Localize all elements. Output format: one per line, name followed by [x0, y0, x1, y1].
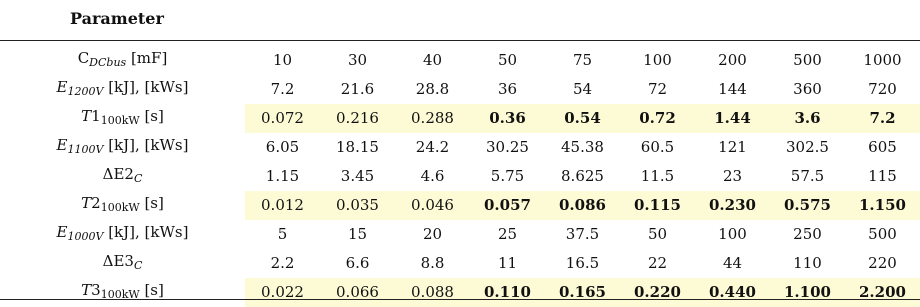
- table-cell: 3.6: [770, 104, 845, 133]
- table-cell: 1.150: [845, 191, 920, 220]
- label-unit: [kJ], [kWs]: [103, 78, 189, 96]
- table-cell: 10: [272, 51, 293, 69]
- label-main: E: [56, 136, 68, 154]
- table-cell: 0.288: [395, 104, 470, 133]
- label-subscript: DCbus: [89, 56, 127, 69]
- table-cell: 22: [647, 254, 668, 272]
- label-unit: [kJ], [kWs]: [103, 223, 189, 241]
- table-cell: 0.066: [320, 278, 395, 307]
- table-cell: 0.220: [620, 278, 695, 307]
- table-row: [0, 104, 920, 133]
- table-cell: 20: [422, 225, 443, 243]
- table-cell: 1000: [863, 51, 902, 69]
- table-cell: 50: [497, 51, 518, 69]
- label-subscript: 1100V: [67, 143, 104, 156]
- table-cell: 25: [497, 225, 518, 243]
- table-cell: 23: [722, 167, 743, 185]
- table-cell: 500: [868, 225, 897, 243]
- label-unit: [s]: [139, 281, 164, 299]
- table-cell: 11: [497, 254, 518, 272]
- table-cell: 0.440: [695, 278, 770, 307]
- table-cell: 720: [868, 80, 897, 98]
- row-label: [0, 75, 245, 104]
- table-cell: 0.165: [545, 278, 620, 307]
- table-row: [0, 249, 920, 278]
- table-cell: 0.115: [620, 191, 695, 220]
- label-main: ΔE3: [102, 252, 134, 270]
- table-cell: 11.5: [640, 167, 675, 185]
- table-cell: 30: [347, 51, 368, 69]
- table-cell: 37.5: [565, 225, 600, 243]
- table-cell: 0.575: [770, 191, 845, 220]
- table-cell: 2.200: [845, 278, 920, 307]
- table-cell: 8.8: [420, 254, 445, 272]
- row-label: [0, 278, 245, 307]
- table-cell: 0.086: [545, 191, 620, 220]
- label-main: E: [56, 223, 68, 241]
- table-cell: 24.2: [415, 138, 450, 156]
- table-cell: 0.046: [395, 191, 470, 220]
- label-subscript: 100kW: [100, 288, 140, 301]
- label-unit: [kJ], [kWs]: [103, 136, 189, 154]
- table-cell: 4.6: [420, 167, 445, 185]
- label-main: T: [81, 194, 92, 212]
- table-cell: 15: [347, 225, 368, 243]
- table-cell: 1.15: [265, 167, 300, 185]
- row-label: [0, 220, 245, 249]
- table-cell: 1.100: [770, 278, 845, 307]
- table-cell: 60.5: [640, 138, 675, 156]
- table-cell: 5.75: [490, 167, 525, 185]
- table-cell: 360: [793, 80, 822, 98]
- table-cell: 36: [497, 80, 518, 98]
- table-cell: 0.072: [245, 104, 320, 133]
- table-cell: 100: [643, 51, 672, 69]
- table-body: [0, 46, 920, 307]
- top-rule: [0, 40, 920, 41]
- label-index: 2: [91, 194, 101, 212]
- table-cell: 115: [868, 167, 897, 185]
- table-cell: 7.2: [845, 104, 920, 133]
- label-subscript: 100kW: [100, 201, 140, 214]
- table-cell: 7.2: [270, 80, 295, 98]
- table-row: [0, 133, 920, 162]
- table-row: [0, 46, 920, 75]
- table-cell: 0.110: [470, 278, 545, 307]
- label-subscript: C: [133, 172, 143, 185]
- table-cell: 302.5: [786, 138, 829, 156]
- table-cell: 28.8: [415, 80, 450, 98]
- table-cell: 75: [572, 51, 593, 69]
- label-main: ΔE2: [102, 165, 134, 183]
- table-row: [0, 220, 920, 249]
- bottom-rule: [0, 299, 920, 300]
- table-cell: 200: [718, 51, 747, 69]
- table-cell: 144: [718, 80, 747, 98]
- parameter-table: [0, 46, 920, 307]
- table-cell: 30.25: [486, 138, 529, 156]
- table-cell: 21.6: [340, 80, 375, 98]
- row-label: [0, 46, 245, 75]
- row-label: [0, 162, 245, 191]
- table-cell: 5: [277, 225, 288, 243]
- table-cell: 44: [722, 254, 743, 272]
- header-parameter: Parameter: [70, 9, 164, 28]
- table-cell: 0.72: [620, 104, 695, 133]
- table-cell: 500: [793, 51, 822, 69]
- table-cell: 0.022: [245, 278, 320, 307]
- table-cell: 250: [793, 225, 822, 243]
- table-cell: 57.5: [790, 167, 825, 185]
- table-cell: 6.6: [345, 254, 370, 272]
- table-cell: 50: [647, 225, 668, 243]
- table-cell: 220: [868, 254, 897, 272]
- label-subscript: C: [133, 259, 143, 272]
- row-label: [0, 191, 245, 220]
- table-cell: 2.2: [270, 254, 295, 272]
- label-index: 3: [91, 281, 101, 299]
- table-cell: 121: [718, 138, 747, 156]
- label-main: T: [81, 107, 92, 125]
- table-cell: 110: [793, 254, 822, 272]
- table-cell: 72: [647, 80, 668, 98]
- label-unit: [s]: [139, 194, 164, 212]
- label-subscript: 1200V: [67, 85, 104, 98]
- label-main: C: [77, 49, 90, 67]
- table-row: [0, 162, 920, 191]
- table-cell: 0.012: [245, 191, 320, 220]
- table-cell: 0.057: [470, 191, 545, 220]
- row-label: [0, 104, 245, 133]
- table-cell: 6.05: [265, 138, 300, 156]
- table-row: [0, 75, 920, 104]
- label-unit: [s]: [139, 107, 164, 125]
- table-cell: 0.088: [395, 278, 470, 307]
- table-cell: 100: [718, 225, 747, 243]
- table-cell: 54: [572, 80, 593, 98]
- table-cell: 0.54: [545, 104, 620, 133]
- table-cell: 605: [868, 138, 897, 156]
- table-header: [0, 0, 920, 40]
- table-row: [0, 278, 920, 307]
- label-index: 1: [91, 107, 101, 125]
- table-cell: 40: [422, 51, 443, 69]
- table-cell: 0.216: [320, 104, 395, 133]
- row-label: [0, 133, 245, 162]
- label-unit: [mF]: [126, 49, 168, 67]
- table-cell: 1.44: [695, 104, 770, 133]
- label-main: T: [81, 281, 92, 299]
- label-subscript: 1000V: [67, 230, 104, 243]
- table-cell: 8.625: [561, 167, 604, 185]
- table-cell: 0.230: [695, 191, 770, 220]
- table-cell: 3.45: [340, 167, 375, 185]
- label-main: E: [56, 78, 68, 96]
- table-cell: 18.15: [336, 138, 379, 156]
- row-label: [0, 249, 245, 278]
- table-cell: 45.38: [561, 138, 604, 156]
- label-subscript: 100kW: [100, 114, 140, 127]
- table-cell: 0.035: [320, 191, 395, 220]
- table-cell: 16.5: [565, 254, 600, 272]
- table-row: [0, 191, 920, 220]
- table-cell: 0.36: [470, 104, 545, 133]
